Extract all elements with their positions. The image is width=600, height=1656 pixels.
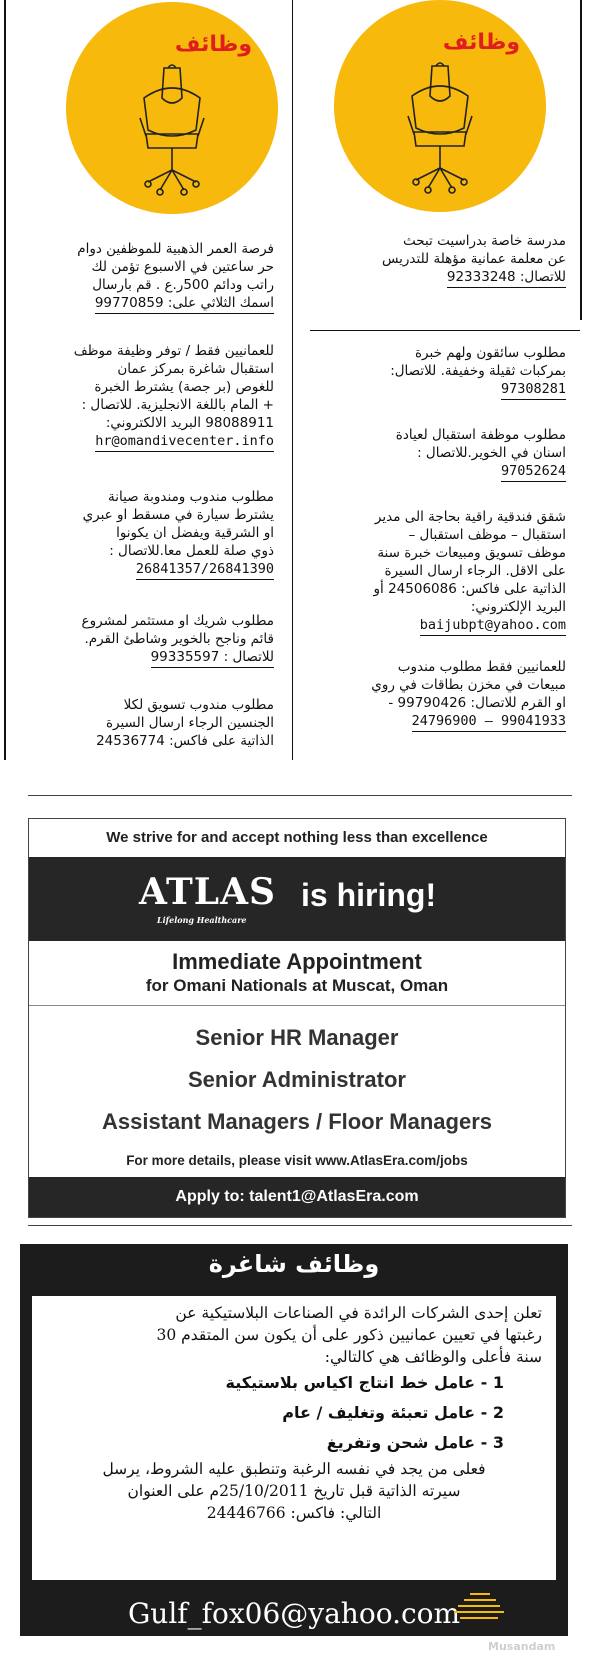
classified-ad (316, 658, 566, 732)
ad-text: مطلوب مندوب ومندوبة صيانة يشترط سيارة في مسقط او عبري او الشرقية ويفضل ان يكونوا ذوي صلة للعمل معا.للاتصال : (82, 489, 274, 559)
left-column-border (4, 0, 6, 760)
office-chair-with-sack-icon (124, 58, 220, 198)
ad-contact: 97308281 (501, 380, 566, 400)
office-chair-with-sack-icon (392, 56, 488, 196)
atlas-header-band (29, 857, 565, 941)
atlas-separator (29, 1005, 565, 1006)
ad-contact: 26841357/26841390 (136, 560, 274, 580)
atlas-logo: ATLAS (139, 871, 276, 913)
appointment-line-2: for Omani Nationals at Muscat, Oman (145, 976, 449, 995)
decorative-lines-icon (450, 1588, 506, 1628)
ad-text: مدرسة خاصة بدراسيت تبحث عن معلمة عمانية مؤهلة للتدريس (381, 233, 566, 267)
vacancy-email: Gulf_fox06@yahoo.com (127, 1597, 461, 1630)
ad-text: للعمانيين فقط مطلوب مندوب مبيعات في مخزن بطاقات في روي او القرم للاتصال: 99790426 - (371, 659, 566, 711)
classified-ad (316, 426, 566, 482)
classified-ad (22, 696, 274, 750)
position-item: Senior HR Manager (195, 1025, 399, 1050)
ad-contact: hr@omandivecenter.info (95, 432, 274, 452)
ad-text: مطلوب شريك او مستثمر لمشروع قائم وناجح بالخوير وشاطئ القرم. (81, 613, 274, 647)
atlas-more-details: For more details, please visit www.AtlasEra.com/jobs (126, 1153, 468, 1168)
ad-contact: للاتصال : 99335597 (151, 648, 274, 668)
position-item: Assistant Managers / Floor Managers (102, 1109, 492, 1134)
right-column-border (580, 0, 582, 320)
ad-text: مطلوب سائقون ولهم خبرة بمركبات ثقيلة وخفيفة. للاتصال: (390, 345, 566, 379)
classified-ad (316, 344, 566, 400)
position-item: Senior Administrator (188, 1067, 406, 1092)
ad-contact: اسمك الثلاثي على: 99770859 (95, 294, 274, 314)
jobs-circle-right (334, 0, 546, 212)
atlas-apply-banner: Apply to: talent1@AtlasEra.com (29, 1177, 565, 1217)
atlas-hiring-ad (28, 818, 566, 1218)
atlas-hiring-text: is hiring! (301, 877, 437, 913)
watermark: Musandam (488, 1640, 556, 1653)
vacancy-intro: تعلن إحدى الشركات الرائدة في الصناعات البلاستيكية عن رغبتها في تعيين عمانيين ذكور على أن يكون سن المتقدم 30 سنة فأعلى والوظائف هي كالتالي: (156, 1304, 542, 1366)
classified-ad (316, 232, 566, 288)
atlas-tagline: We strive for and accept nothing less than excellence (106, 829, 488, 846)
appointment-line-1: Immediate Appointment (172, 949, 422, 974)
atlas-appointment (29, 949, 565, 997)
vacancy-ad (20, 1244, 568, 1636)
ad-contact: 97052624 (501, 462, 566, 482)
vacancy-job-item: 2 - عامل تعبئة وتغليف / عام (282, 1403, 504, 1422)
classified-ad (22, 240, 274, 314)
classified-ad (316, 508, 566, 636)
classified-ad (22, 342, 274, 452)
vacancy-job-item: 1 - عامل خط انتاج اكياس بلاستيكية (225, 1373, 504, 1392)
ad-text: للعمانيين فقط / توفر وظيفة موظف استقبال شاغرة بمركز عمان للغوص (بر جصة) يشترط الخبرة + المام باللغة الانجليزية. للاتصال : 98088911 البريد الالكتروني: (73, 343, 274, 431)
section-divider-top (28, 795, 572, 796)
jobs-circle-left (66, 2, 278, 214)
ad-contact: للاتصال: 92333248 (447, 268, 566, 288)
section-divider-bottom (28, 1225, 572, 1226)
atlas-logo-subtitle: Lifelong Healthcare (157, 915, 247, 925)
ad-contact: 24796900 – 99041933 (412, 712, 566, 732)
classified-ad (22, 488, 274, 580)
ad-text: شقق فندقية راقية بحاجة الى مدير استقبال – موظف استقبال – موظف تسويق ومبيعات خبرة سنة على الاقل. الرجاء ارسال السيرة الذاتية على فاكس: 24506086 أو البريد الإلكتروني: (373, 509, 566, 615)
classified-ad (22, 612, 274, 668)
vacancy-closing: فعلى من يجد في نفسه الرغبة وتنطبق عليه الشروط، يرسل سيرته الذاتية قبل تاريخ 25/10/2011م على العنوان التالي: فاكس: 24446766 (102, 1460, 486, 1522)
ad-contact: baijubpt@yahoo.com (420, 616, 566, 636)
jobs-circle-title: وظائف (174, 32, 252, 57)
vacancy-body (32, 1296, 556, 1580)
center-column-divider (292, 0, 293, 760)
ad-text: مطلوب مندوب تسويق لكلا الجنسين الرجاء ارسال السيرة الذاتية على فاكس: 24536774 (96, 697, 274, 749)
vacancy-title: وظائف شاغرة (208, 1250, 380, 1278)
right-header-divider (310, 330, 580, 331)
ad-text: فرصة العمر الذهبية للموظفين دوام حر ساعتين في الاسبوع تؤمن لك راتب ودائم 500ر.ع . قم بارسال (77, 241, 274, 293)
ad-text: مطلوب موظفة استقبال لعيادة اسنان في الخوير.للاتصال : (395, 427, 566, 461)
vacancy-job-item: 3 - عامل شحن وتفريغ (326, 1433, 504, 1452)
jobs-circle-title: وظائف (442, 30, 520, 55)
